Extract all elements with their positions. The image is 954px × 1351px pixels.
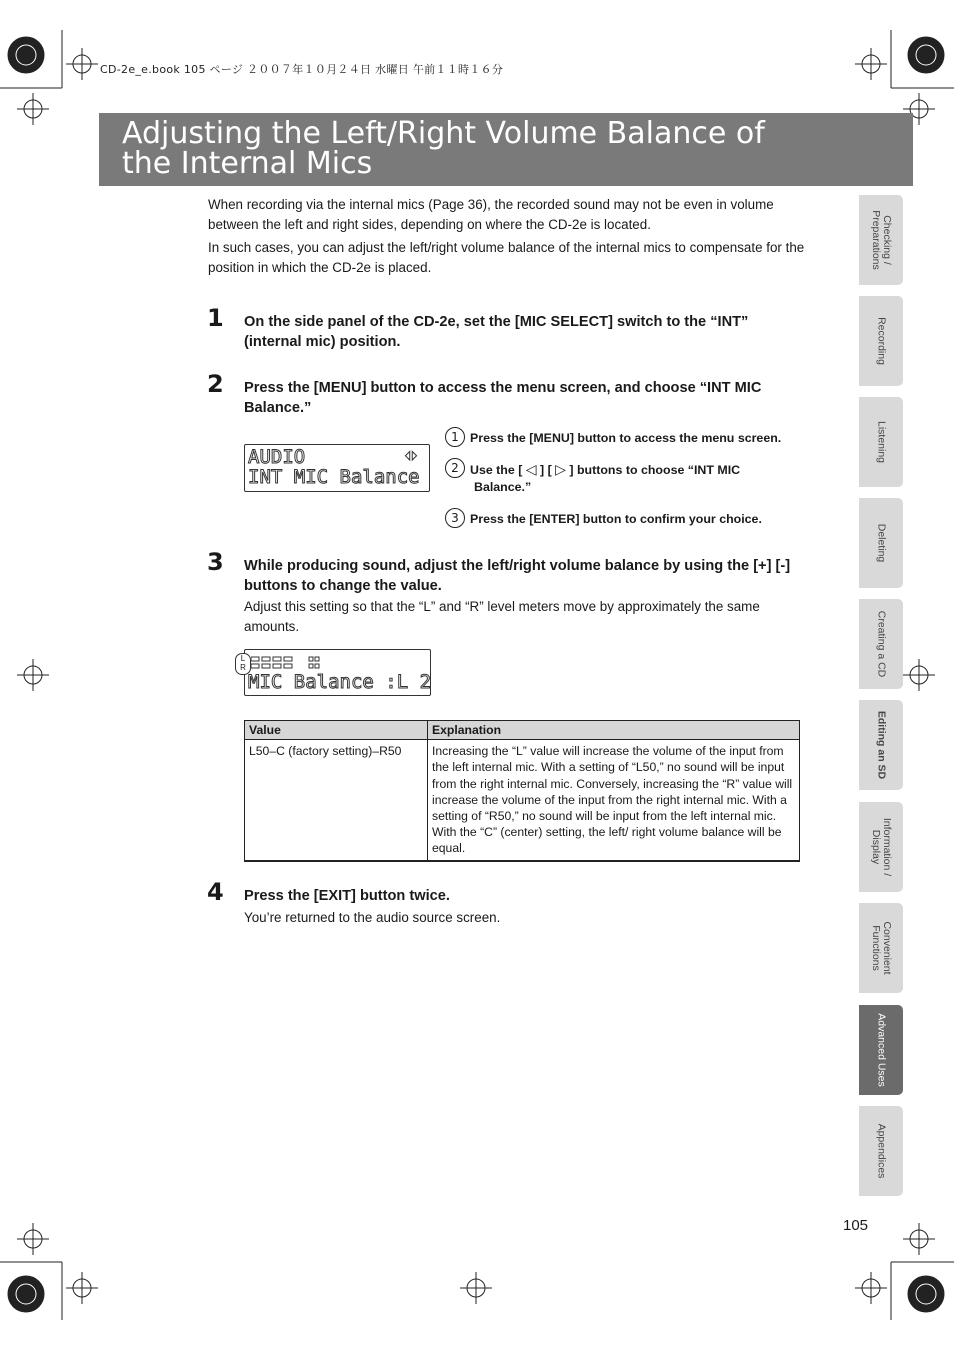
substep-1-number: 1	[445, 427, 465, 447]
step-1-text: On the side panel of the CD-2e, set the [MIC SELECT] switch to the “INT” (internal mic) position.	[244, 314, 749, 350]
table-header-row	[245, 721, 800, 740]
step-3-number: 3	[207, 548, 224, 576]
lcd-arrows-icon: ⏴⏵	[405, 449, 418, 463]
side-tab-appendices[interactable]: Appendices	[859, 1106, 903, 1196]
lcd-menu-line-2: INT MIC Balance	[248, 466, 420, 488]
side-tab-information-display[interactable]: Information / Display	[859, 802, 903, 892]
substep-3-number: 3	[445, 508, 465, 528]
page-title-line-1: Adjusting the Left/Right Volume Balance of	[122, 116, 765, 151]
side-tab-listening[interactable]: Listening	[859, 397, 903, 487]
side-tab-recording[interactable]: Recording	[859, 296, 903, 386]
substep-2-text: Use the [ ◁ ] [ ▷ ] buttons to choose “INT MIC	[470, 461, 741, 477]
lr-meter-label: L R	[235, 653, 251, 675]
page-number: 105	[843, 1217, 869, 1234]
lcd-display-balance	[240, 649, 432, 696]
step-4-text: Press the [EXIT] button twice.	[244, 888, 450, 904]
step-1-number: 1	[207, 304, 224, 332]
table-header-value: Value	[245, 721, 428, 740]
side-tab-editing-an-sd[interactable]: Editing an SD	[859, 700, 903, 790]
table-cell-explanation: Increasing the “L” value will increase the volume of the input from the left internal mic. With a setting of “L50,” no sound will be input from the right internal mic. Conversely, increasing the “R” value will increase the volume of the input from the right internal mic. With a setting of “R50,” no sound will be input from the left internal mic. With the “C” (center) setting, the left/ right volume balance will be equal.	[428, 740, 800, 861]
left-arrow-icon: ◁	[525, 461, 537, 477]
step-3-text: While producing sound, adjust the left/right volume balance by using the [+] [-] buttons to change the value.	[244, 558, 791, 594]
side-tab-convenient-functions[interactable]: Convenient Functions	[859, 903, 903, 993]
substep-1-text: Press the [MENU] button to access the menu screen.	[470, 431, 782, 445]
step-2-text: Press the [MENU] button to access the menu screen, and choose “INT MIC Balance.”	[244, 380, 762, 416]
table-header-explanation: Explanation	[428, 721, 800, 740]
right-arrow-icon: ▷	[555, 461, 566, 477]
intro-paragraph-2: In such cases, you can adjust the left/right volume balance of the internal mics to compensate for the position in which the CD-2e is placed.	[208, 240, 805, 275]
step-4-number: 4	[207, 878, 224, 906]
page-title-line-2: the Internal Mics	[122, 146, 373, 181]
lcd-balance-value: MIC Balance :L 2	[248, 671, 432, 693]
lcd-menu-line-1: AUDIO	[248, 446, 306, 468]
table-row	[245, 740, 800, 861]
substep-3-text: Press the [ENTER] button to confirm your choice.	[470, 512, 762, 526]
step-4-subtext: You’re returned to the audio source screen.	[244, 910, 501, 925]
step-3-subtext: Adjust this setting so that the “L” and “R” level meters move by approximately the same amounts.	[244, 599, 760, 634]
side-tab-advanced-uses[interactable]: Advanced Uses	[859, 1005, 903, 1095]
lcd-display-menu	[244, 444, 430, 492]
page-title	[122, 116, 765, 181]
side-tab-creating-a-cd[interactable]: Creating a CD	[859, 599, 903, 689]
level-meter-icon	[251, 656, 321, 670]
side-tab-checking-preparations[interactable]: Checking / Preparations	[859, 195, 903, 285]
step-2-number: 2	[207, 370, 224, 398]
file-header: CD-2e_e.book 105 ページ ２００７年１０月２４日 水曜日 午前１１時１６分	[100, 63, 504, 76]
table-cell-value: L50–C (factory setting)–R50	[245, 740, 428, 861]
side-tab-deleting[interactable]: Deleting	[859, 498, 903, 588]
substep-2-text-cont: Balance.”	[474, 480, 532, 494]
substep-2-number: 2	[445, 458, 465, 478]
intro-paragraph-1: When recording via the internal mics (Page 36), the recorded sound may not be even in volume between the left and right sides, depending on where the CD-2e is located.	[208, 197, 774, 232]
value-table	[244, 720, 800, 862]
